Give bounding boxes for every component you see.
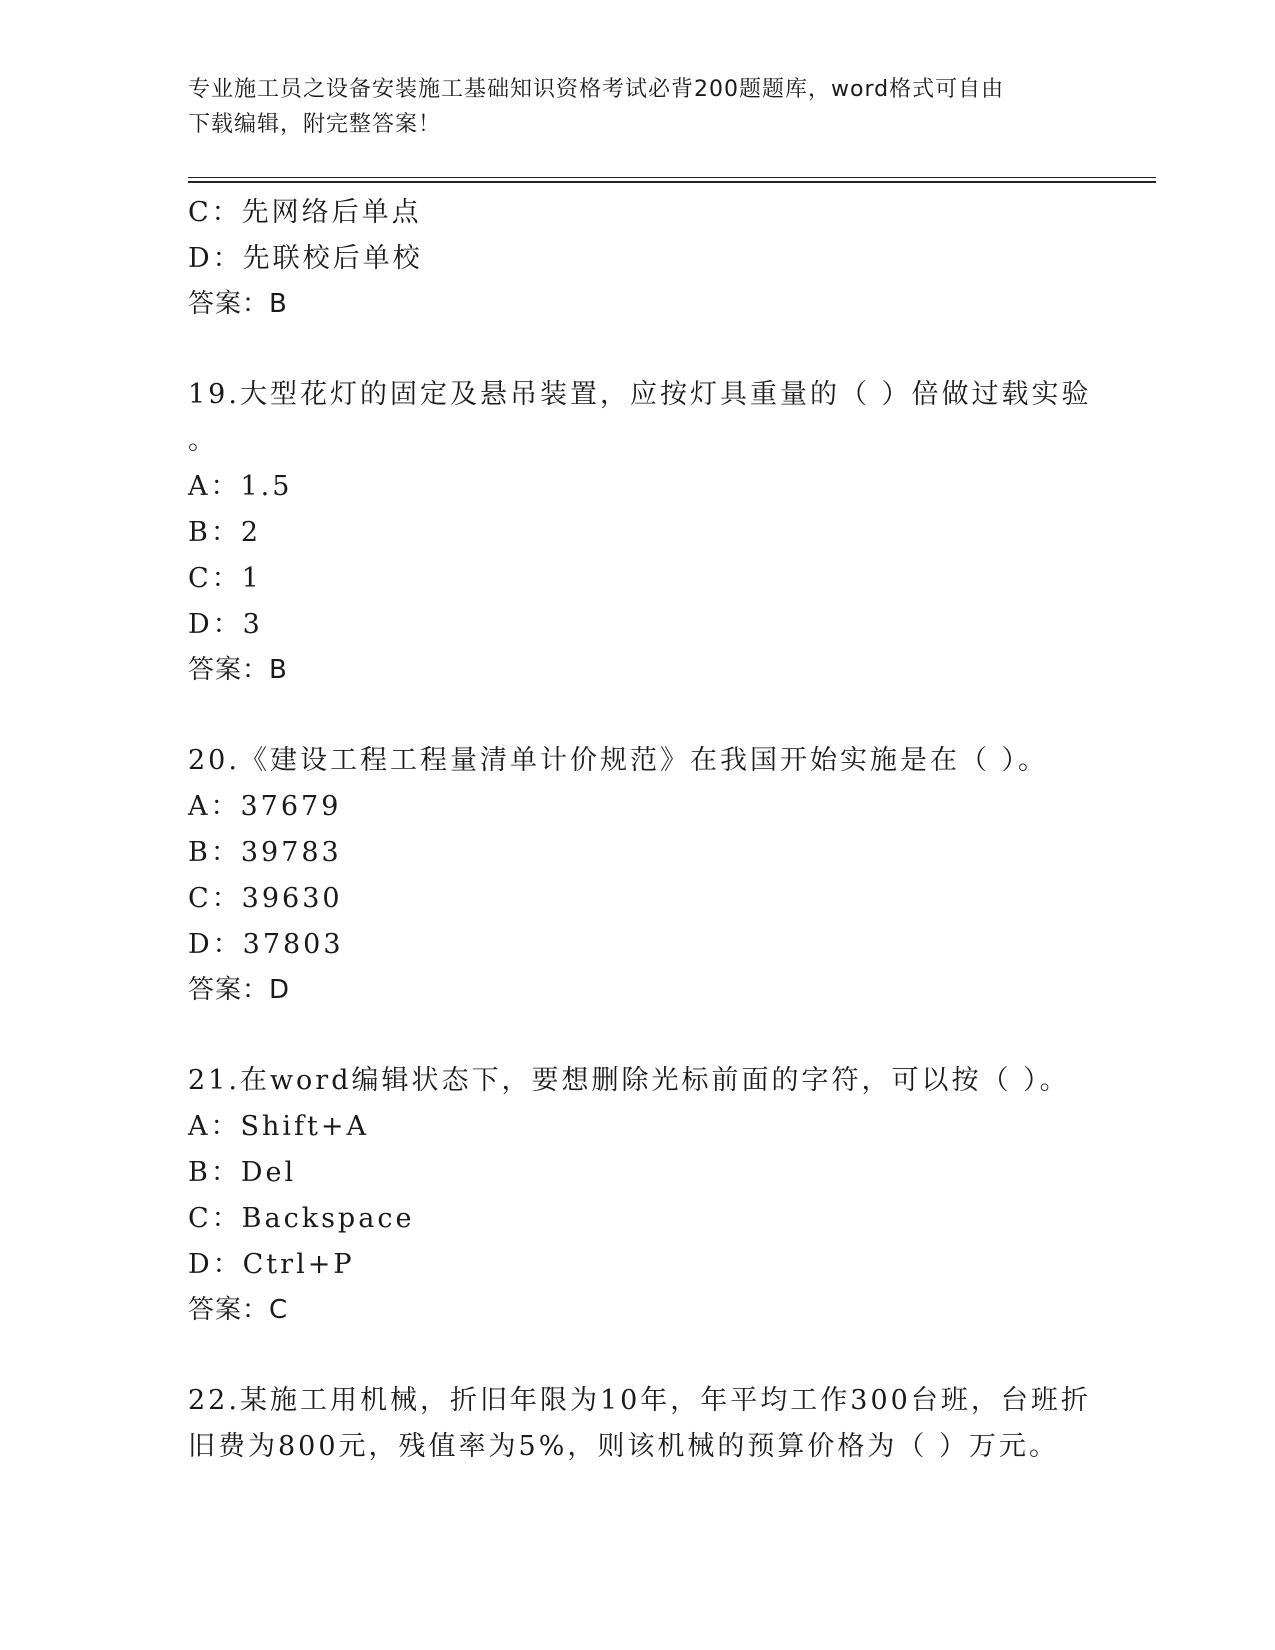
option-a: A：1.5 [188, 471, 293, 502]
question-stem-continued: 旧费为800元，残值率为5%，则该机械的预算价格为（ ）万元。 [188, 1431, 1059, 1462]
header-divider-thick [188, 181, 1156, 183]
answer-line: 答案：B [188, 655, 288, 685]
question-19 [188, 372, 1092, 692]
option-c: C：39630 [188, 883, 343, 914]
option-b: B：39783 [188, 837, 342, 868]
question-stem-continued: 。 [188, 425, 218, 456]
option-b: B：2 [188, 517, 262, 548]
header-divider-thin [188, 177, 1156, 178]
question-stem: 20.《建设工程工程量清单计价规范》在我国开始实施是在（ ）。 [188, 745, 1049, 776]
option-d: D：3 [188, 609, 263, 640]
header-line-2: 下载编辑，附完整答案！ [188, 112, 442, 137]
question-21 [188, 1058, 1068, 1332]
document-header [188, 72, 1068, 142]
question-stem: 22.某施工用机械，折旧年限为10年，年平均工作300台班，台班折 [188, 1385, 1091, 1416]
question-22 [188, 1378, 1091, 1470]
option-d: D：Ctrl+P [188, 1249, 355, 1280]
carryover-block [188, 190, 1068, 326]
option-c: C：1 [188, 563, 262, 594]
question-stem: 19.大型花灯的固定及悬吊装置，应按灯具重量的（ ）倍做过载实验 [188, 379, 1092, 410]
option-a: A：37679 [188, 791, 342, 822]
answer-line: 答案：C [188, 1295, 289, 1325]
question-20 [188, 738, 1068, 1012]
answer-line: 答案：B [188, 289, 288, 319]
question-content [188, 190, 1092, 1470]
option-b: B：Del [188, 1157, 297, 1188]
option-c: C：Backspace [188, 1203, 415, 1234]
option-a: A：Shift+A [188, 1111, 369, 1142]
question-stem: 21.在word编辑状态下，要想删除光标前面的字符，可以按（ ）。 [188, 1065, 1070, 1096]
header-line-1: 专业施工员之设备安装施工基础知识资格考试必背200题题库，word格式可自由 [188, 77, 1005, 102]
option-d: D：37803 [188, 929, 344, 960]
option-c: C：先网络后单点 [188, 197, 422, 228]
option-d: D：先联校后单校 [188, 243, 423, 274]
answer-line: 答案：D [188, 975, 291, 1005]
